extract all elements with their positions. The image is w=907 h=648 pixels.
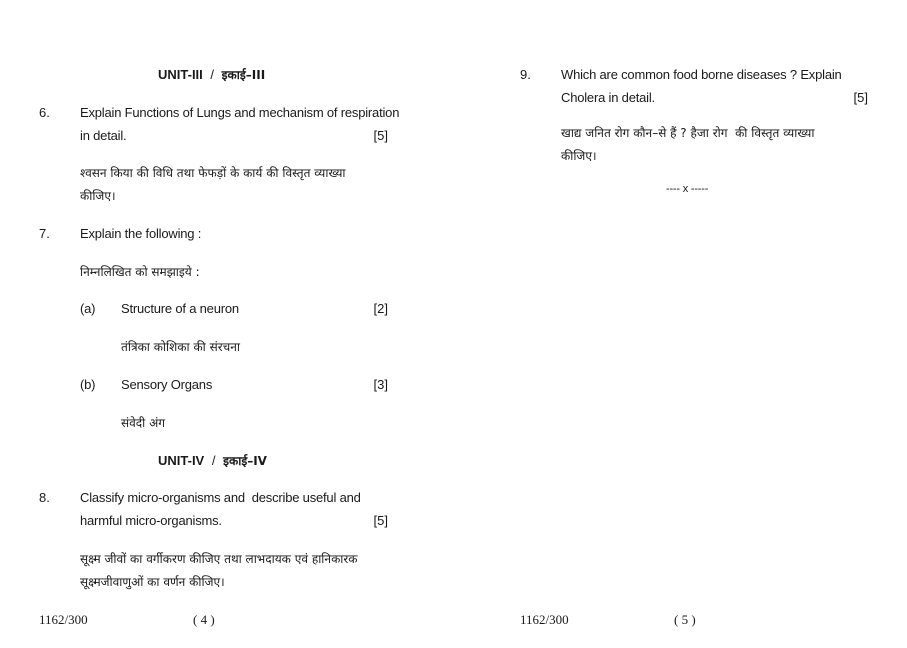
left-footer-page-number: ( 4 ) — [193, 612, 215, 627]
q7-text: Explain the following : — [80, 226, 202, 241]
q9-marks: [5] — [853, 90, 868, 105]
q9-hindi-line1: खाद्य जनित रोग कौन–से हैं ? हैजा रोग की विस्तृत व्याख्या — [561, 126, 815, 140]
q7a-hindi: तंत्रिका कोशिका की संरचना — [121, 340, 240, 354]
q6-text-line1: Explain Functions of Lungs and mechanism of respiration — [80, 105, 400, 120]
q6-text-line2: in detail. — [80, 128, 127, 143]
q8-text-line2: harmful micro-organisms. — [80, 513, 222, 528]
unit-3-heading — [158, 66, 265, 83]
q7-hindi: निम्नलिखित को समझाइये : — [80, 265, 200, 279]
q9-number: 9. — [520, 67, 531, 82]
unit-3-heading-sep: / — [210, 67, 215, 82]
q7a-label: (a) — [80, 301, 96, 316]
q9-text-line1: Which are common food borne diseases ? Explain — [561, 67, 842, 82]
q9-hindi-line2: कीजिए। — [561, 149, 597, 163]
q6-number: 6. — [39, 105, 50, 120]
left-footer-code: 1162/300 — [39, 612, 88, 627]
unit-4-heading-hi: इकाई–IV — [223, 454, 267, 468]
q6-marks: [5] — [373, 128, 388, 143]
q9-text-line2: Cholera in detail. — [561, 90, 655, 105]
q7-number: 7. — [39, 226, 50, 241]
q6-hindi-line1: श्वसन किया की विधि तथा फेफड़ों के कार्य की विस्तृत व्याख्या — [80, 166, 346, 180]
end-of-paper-mark: ---- x ----- — [666, 183, 709, 195]
right-footer-code: 1162/300 — [520, 612, 569, 627]
q7a-text: Structure of a neuron — [121, 301, 239, 316]
unit-3-heading-en: UNIT-III — [158, 67, 203, 82]
unit-4-heading-en: UNIT-IV — [158, 453, 205, 468]
q8-text-line1: Classify micro-organisms and describe useful and — [80, 490, 361, 505]
q8-hindi-line1: सूक्ष्म जीवों का वर्गीकरण कीजिए तथा लाभदायक एवं हानिकारक — [80, 552, 358, 566]
right-footer-page-number: ( 5 ) — [674, 612, 696, 627]
q6-hindi-line2: कीजिए। — [80, 189, 116, 203]
q7b-label: (b) — [80, 377, 96, 392]
q7b-marks: [3] — [373, 377, 388, 392]
q8-hindi-line2: सूक्ष्मजीवाणुओं का वर्णन कीजिए। — [80, 575, 225, 589]
q7b-hindi: संवेदी अंग — [121, 416, 166, 430]
q7b-text: Sensory Organs — [121, 377, 213, 392]
q8-marks: [5] — [373, 513, 388, 528]
unit-4-heading — [158, 452, 267, 469]
q7a-marks: [2] — [373, 301, 388, 316]
q8-number: 8. — [39, 490, 50, 505]
unit-3-heading-hi: इकाई–III — [221, 68, 266, 82]
unit-4-heading-sep: / — [211, 453, 216, 468]
